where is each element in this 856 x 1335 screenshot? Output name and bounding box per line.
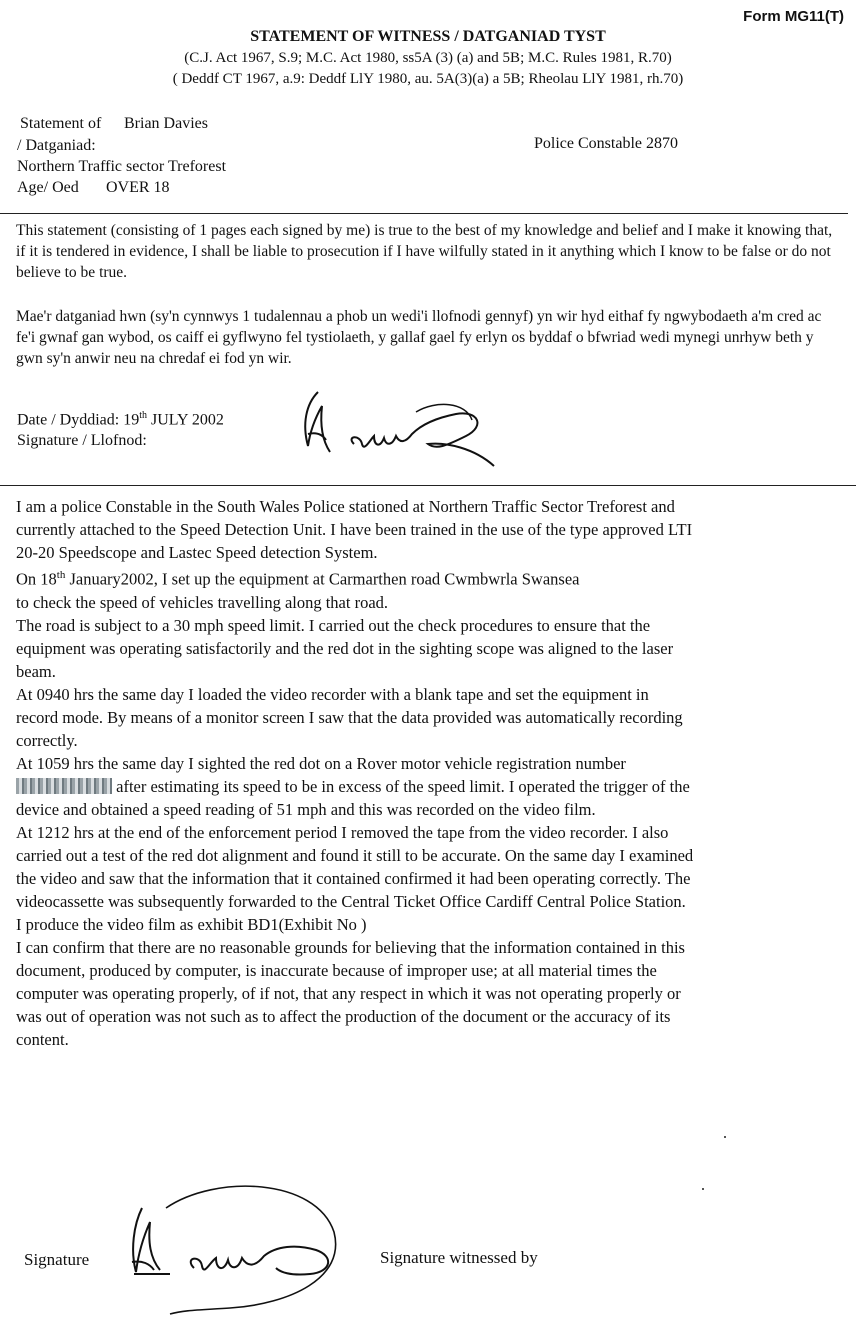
body-line: At 1212 hrs at the end of the enforcement period I removed the tape from the video recorder. I also (16, 822, 669, 842)
redacted-registration (16, 778, 112, 794)
body-line: content. (16, 1029, 69, 1049)
date-day: 19 (123, 411, 140, 429)
body-line: document, produced by computer, is inaccurate because of improper use; at all material times the (16, 960, 657, 980)
legal-reference-en: (C.J. Act 1967, S.9; M.C. Act 1980, ss5A (3) (a) and 5B; M.C. Rules 1981, R.70) (184, 50, 672, 66)
witness-rank: Police Constable 2870 (534, 135, 678, 152)
body-line: 20-20 Speedscope and Lastec Speed detection System. (16, 543, 378, 562)
date-label: Date / Dyddiad: (17, 411, 120, 429)
form-id: Form MG11(T) (743, 8, 844, 25)
body-line: equipment was operating satisfactorily and the red dot in the sighting scope was aligned to the laser (16, 638, 674, 658)
signature-label-top: Signature / Llofnod: (17, 432, 147, 449)
body-line: correctly. (16, 730, 78, 750)
declaration-welsh: Mae'r datganiad hwn (sy'n cynnwys 1 tudalennau a phob un wedi'i llofnodi gennyf) yn wir hyd eithaf fy ngwybodaeth a'm cred ac fe'i gwnaf gan wybod, os caiff ei gyflwyno fel tystiolaeth, y gallaf gael fy erlyn os byddaf o bfwriad wedi mynegi unrhyw beth y gwn sy'n anwir neu na chredaf ei fod yn wir. (16, 308, 822, 367)
body-line: videocassette was subsequently forwarded to the Central Ticket Office Cardiff Central Police Station. (16, 891, 686, 911)
statement-of-label: Statement of (20, 115, 102, 132)
date-suffix: th (139, 410, 147, 421)
signature-label-bottom: Signature (24, 1250, 90, 1269)
date-field (17, 410, 224, 429)
page-title: STATEMENT OF WITNESS / DATGANIAD TYST (250, 28, 606, 45)
body-line-part: January2002, I set up the equipment at Carmarthen road Cwmbwrla Swansea (65, 569, 580, 589)
body-line: At 0940 hrs the same day I loaded the video recorder with a blank tape and set the equipment in (16, 684, 649, 704)
body-line (16, 564, 848, 591)
body-line: record mode. By means of a monitor screen I saw that the data provided was automatically recording (16, 707, 683, 727)
body-line: was out of operation was not such as to affect the production of the document or the accuracy of its (16, 1006, 671, 1026)
body-line: to check the speed of vehicles travelling along that road. (16, 592, 389, 612)
statement-body (16, 495, 848, 1051)
body-line: At 1059 hrs the same day I sighted the red dot on a Rover motor vehicle registration number (16, 753, 626, 773)
speck (724, 1136, 726, 1138)
body-line-sup: th (56, 569, 66, 581)
body-line: I produce the video film as exhibit BD1(Exhibit No ) (16, 914, 367, 934)
body-line: the video and saw that the information that it contained confirmed it had been operating correctly. The (16, 868, 691, 888)
signature-bottom (120, 1180, 360, 1320)
body-line (16, 775, 848, 798)
datganiad-label: / Datganiad: (17, 137, 96, 154)
age-label: Age/ Oed (17, 179, 79, 196)
body-line: device and obtained a speed reading of 51 mph and this was recorded on the video film. (16, 799, 596, 819)
body-line: carried out a test of the red dot alignment and found it still to be accurate. On the same day I examined (16, 845, 694, 865)
body-line: I am a police Constable in the South Wales Police stationed at Northern Traffic Sector Treforest and (16, 497, 675, 516)
declaration-english: This statement (consisting of 1 pages each signed by me) is true to the best of my knowledge and belief and I make it knowing that, if it is tendered in evidence, I shall be liable to prosecution if I have wilfully stated in it anything which I know to be false or do not believe to be true. (16, 222, 833, 281)
divider-body (0, 485, 856, 486)
body-line-part: after estimating its speed to be in excess of the speed limit. I operated the trigger of the (112, 776, 690, 796)
divider-header (0, 213, 848, 214)
body-line-part: On 18 (16, 569, 57, 589)
body-line: computer was operating properly, of if not, that any respect in which it was not operating properly or (16, 983, 681, 1003)
body-line: The road is subject to a 30 mph speed limit. I carried out the check procedures to ensure that the (16, 615, 651, 635)
body-line: I can confirm that there are no reasonable grounds for believing that the information contained in this (16, 937, 685, 957)
witness-name: Brian Davies (124, 115, 208, 132)
date-month-year: JULY 2002 (150, 411, 224, 429)
speck (702, 1188, 704, 1190)
signature-witnessed-label: Signature witnessed by (380, 1248, 538, 1267)
body-line: beam. (16, 661, 56, 681)
body-line: currently attached to the Speed Detection Unit. I have been trained in the use of the type approved LTI (16, 520, 693, 539)
legal-reference-cy: ( Deddf CT 1967, a.9: Deddf LlY 1980, au. 5A(3)(a) a 5B; Rheolau LlY 1981, rh.70) (172, 71, 684, 87)
signature-top (296, 384, 506, 474)
witness-sector: Northern Traffic sector Treforest (17, 158, 227, 175)
witness-age: OVER 18 (106, 179, 170, 196)
